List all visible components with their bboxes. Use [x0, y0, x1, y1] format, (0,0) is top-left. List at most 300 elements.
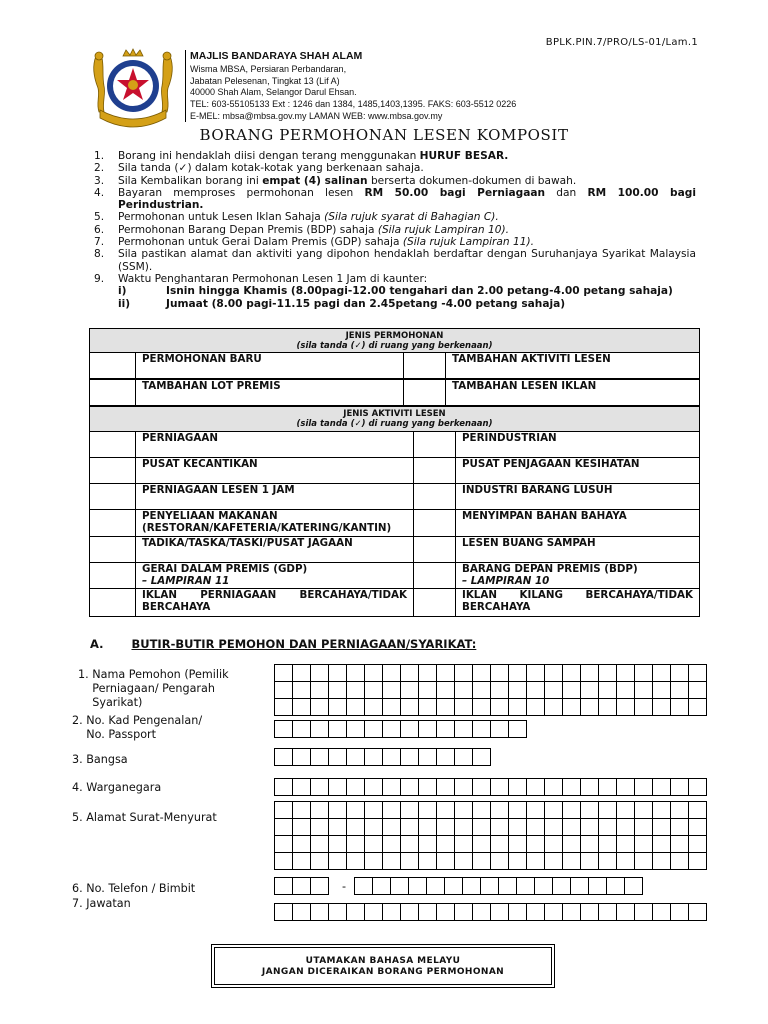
char-box[interactable] [516, 877, 535, 895]
ic-input[interactable] [275, 720, 527, 738]
activity-checkbox-left[interactable] [89, 588, 136, 617]
char-box[interactable] [346, 903, 365, 921]
char-box[interactable] [346, 801, 365, 819]
char-box[interactable] [652, 852, 671, 870]
char-box[interactable] [598, 778, 617, 796]
char-box[interactable] [418, 664, 437, 682]
char-box[interactable] [454, 681, 473, 699]
char-box[interactable] [444, 877, 463, 895]
activity-checkbox-left[interactable] [89, 509, 136, 537]
char-box[interactable] [436, 681, 455, 699]
char-box[interactable] [418, 903, 437, 921]
char-box[interactable] [436, 835, 455, 853]
char-box[interactable] [472, 748, 491, 766]
char-box[interactable] [598, 852, 617, 870]
activity-label [135, 562, 414, 589]
activity-label [135, 509, 414, 537]
char-box[interactable] [292, 681, 311, 699]
char-box[interactable] [580, 698, 599, 716]
char-box[interactable] [382, 835, 401, 853]
char-box[interactable] [292, 835, 311, 853]
char-box[interactable] [490, 778, 509, 796]
char-box[interactable] [418, 681, 437, 699]
char-box[interactable] [490, 818, 509, 836]
char-box[interactable] [544, 852, 563, 870]
char-box[interactable] [328, 835, 347, 853]
char-box[interactable] [274, 835, 293, 853]
char-box[interactable] [534, 877, 553, 895]
name-input-row-1[interactable] [275, 664, 707, 682]
char-box[interactable] [364, 778, 383, 796]
char-box[interactable] [426, 877, 445, 895]
char-box[interactable] [688, 681, 707, 699]
char-box[interactable] [400, 681, 419, 699]
char-box[interactable] [670, 698, 689, 716]
char-box[interactable] [598, 681, 617, 699]
char-box[interactable] [598, 903, 617, 921]
char-box[interactable] [598, 835, 617, 853]
char-box[interactable] [544, 903, 563, 921]
char-box[interactable] [670, 801, 689, 819]
char-box[interactable] [436, 664, 455, 682]
char-box[interactable] [292, 664, 311, 682]
char-box[interactable] [274, 748, 293, 766]
char-box[interactable] [688, 835, 707, 853]
char-box[interactable] [508, 903, 527, 921]
char-box[interactable] [508, 720, 527, 738]
char-box[interactable] [508, 778, 527, 796]
activity-label [135, 431, 414, 458]
char-box[interactable] [508, 698, 527, 716]
char-box[interactable] [688, 903, 707, 921]
char-box[interactable] [616, 818, 635, 836]
char-box[interactable] [310, 852, 329, 870]
char-box[interactable] [472, 852, 491, 870]
char-box[interactable] [580, 801, 599, 819]
char-box[interactable] [418, 698, 437, 716]
char-box[interactable] [472, 720, 491, 738]
activity-checkbox-right[interactable] [413, 483, 456, 510]
checkbox-0-left[interactable] [89, 352, 136, 379]
char-box[interactable] [436, 748, 455, 766]
char-box[interactable] [624, 877, 643, 895]
char-box[interactable] [688, 778, 707, 796]
char-box[interactable] [292, 818, 311, 836]
char-box[interactable] [418, 801, 437, 819]
char-box[interactable] [454, 778, 473, 796]
address-input-row-1[interactable] [275, 801, 707, 819]
char-box[interactable] [274, 903, 293, 921]
address-input-row-3[interactable] [275, 835, 707, 853]
char-box[interactable] [346, 778, 365, 796]
char-box[interactable] [454, 720, 473, 738]
phone-prefix-input[interactable] [275, 877, 329, 895]
activity-checkbox-left[interactable] [89, 457, 136, 484]
char-box[interactable] [580, 681, 599, 699]
char-box[interactable] [382, 852, 401, 870]
char-box[interactable] [508, 664, 527, 682]
char-box[interactable] [400, 748, 419, 766]
char-box[interactable] [544, 818, 563, 836]
char-box[interactable] [472, 681, 491, 699]
char-box[interactable] [310, 720, 329, 738]
char-box[interactable] [310, 877, 329, 895]
char-box[interactable] [418, 748, 437, 766]
checkbox-1-left[interactable] [89, 379, 136, 406]
char-box[interactable] [598, 698, 617, 716]
char-box[interactable] [562, 681, 581, 699]
char-box[interactable] [472, 903, 491, 921]
char-box[interactable] [562, 818, 581, 836]
char-box[interactable] [580, 852, 599, 870]
char-box[interactable] [670, 664, 689, 682]
activity-checkbox-right[interactable] [413, 536, 456, 563]
char-box[interactable] [526, 818, 545, 836]
char-box[interactable] [408, 877, 427, 895]
char-box[interactable] [616, 852, 635, 870]
char-box[interactable] [364, 681, 383, 699]
char-box[interactable] [616, 835, 635, 853]
char-box[interactable] [346, 852, 365, 870]
char-box[interactable] [490, 903, 509, 921]
notice-line-1: UTAMAKAN BAHASA MELAYU [305, 956, 461, 966]
char-box[interactable] [328, 903, 347, 921]
char-box[interactable] [454, 835, 473, 853]
char-box[interactable] [382, 720, 401, 738]
char-box[interactable] [382, 681, 401, 699]
char-box[interactable] [364, 818, 383, 836]
char-box[interactable] [310, 801, 329, 819]
char-box[interactable] [544, 698, 563, 716]
char-box[interactable] [382, 664, 401, 682]
char-box[interactable] [580, 778, 599, 796]
char-box[interactable] [274, 877, 293, 895]
char-box[interactable] [364, 748, 383, 766]
char-box[interactable] [364, 720, 383, 738]
char-box[interactable] [390, 877, 409, 895]
char-box[interactable] [454, 818, 473, 836]
char-box[interactable] [552, 877, 571, 895]
char-box[interactable] [418, 852, 437, 870]
char-box[interactable] [652, 801, 671, 819]
char-box[interactable] [490, 720, 509, 738]
char-box[interactable] [490, 681, 509, 699]
char-box[interactable] [616, 664, 635, 682]
char-box[interactable] [562, 852, 581, 870]
char-box[interactable] [364, 698, 383, 716]
char-box[interactable] [490, 801, 509, 819]
char-box[interactable] [400, 698, 419, 716]
char-box[interactable] [328, 801, 347, 819]
char-box[interactable] [580, 818, 599, 836]
char-box[interactable] [688, 664, 707, 682]
char-box[interactable] [526, 903, 545, 921]
char-box[interactable] [652, 664, 671, 682]
char-box[interactable] [346, 748, 365, 766]
char-box[interactable] [562, 664, 581, 682]
char-box[interactable] [310, 903, 329, 921]
activity-checkbox-right[interactable] [413, 562, 456, 589]
char-box[interactable] [598, 664, 617, 682]
char-box[interactable] [328, 818, 347, 836]
char-box[interactable] [292, 903, 311, 921]
checkbox-1-right[interactable] [403, 379, 446, 406]
char-box[interactable] [328, 852, 347, 870]
position-label: 7. Jawatan [72, 897, 131, 910]
char-box[interactable] [634, 835, 653, 853]
name-input-row-2[interactable] [275, 681, 707, 699]
char-box[interactable] [670, 818, 689, 836]
char-box[interactable] [364, 835, 383, 853]
char-box[interactable] [274, 698, 293, 716]
char-box[interactable] [670, 681, 689, 699]
char-box[interactable] [436, 852, 455, 870]
char-box[interactable] [328, 664, 347, 682]
activity-checkbox-right[interactable] [413, 457, 456, 484]
char-box[interactable] [652, 903, 671, 921]
char-box[interactable] [346, 835, 365, 853]
char-box[interactable] [310, 835, 329, 853]
char-box[interactable] [382, 801, 401, 819]
char-box[interactable] [634, 852, 653, 870]
checkbox-0-right[interactable] [403, 352, 446, 379]
char-box[interactable] [400, 835, 419, 853]
char-box[interactable] [562, 698, 581, 716]
char-box[interactable] [490, 852, 509, 870]
char-box[interactable] [292, 720, 311, 738]
char-box[interactable] [436, 778, 455, 796]
char-box[interactable] [688, 801, 707, 819]
char-box[interactable] [346, 681, 365, 699]
char-box[interactable] [328, 698, 347, 716]
char-box[interactable] [328, 720, 347, 738]
char-box[interactable] [652, 835, 671, 853]
char-box[interactable] [508, 818, 527, 836]
char-box[interactable] [382, 698, 401, 716]
char-box[interactable] [346, 698, 365, 716]
char-box[interactable] [544, 801, 563, 819]
char-box[interactable] [490, 835, 509, 853]
char-box[interactable] [400, 801, 419, 819]
char-box[interactable] [652, 681, 671, 699]
char-box[interactable] [328, 681, 347, 699]
char-box[interactable] [274, 778, 293, 796]
char-box[interactable] [570, 877, 589, 895]
char-box[interactable] [580, 835, 599, 853]
char-box[interactable] [616, 801, 635, 819]
char-box[interactable] [508, 681, 527, 699]
char-box[interactable] [544, 778, 563, 796]
char-box[interactable] [616, 903, 635, 921]
race-input[interactable] [275, 748, 491, 766]
char-box[interactable] [472, 664, 491, 682]
char-box[interactable] [490, 698, 509, 716]
address-input-row-4[interactable] [275, 852, 707, 870]
char-box[interactable] [382, 778, 401, 796]
char-box[interactable] [616, 698, 635, 716]
char-box[interactable] [562, 801, 581, 819]
application-type-header [89, 328, 700, 353]
char-box[interactable] [526, 664, 545, 682]
char-box[interactable] [472, 801, 491, 819]
name-input-row-3[interactable] [275, 698, 707, 716]
char-box[interactable] [328, 778, 347, 796]
char-box[interactable] [688, 818, 707, 836]
char-box[interactable] [634, 664, 653, 682]
phone-label: 6. No. Telefon / Bimbit [72, 882, 196, 895]
char-box[interactable] [462, 877, 481, 895]
char-box[interactable] [310, 748, 329, 766]
char-box[interactable] [292, 852, 311, 870]
char-box[interactable] [346, 818, 365, 836]
phone-number-input[interactable] [355, 877, 643, 895]
char-box[interactable] [526, 778, 545, 796]
char-box[interactable] [480, 877, 499, 895]
char-box[interactable] [274, 720, 293, 738]
citizenship-input[interactable] [275, 778, 707, 796]
char-box[interactable] [310, 698, 329, 716]
char-box[interactable] [472, 698, 491, 716]
char-box[interactable] [454, 664, 473, 682]
char-box[interactable] [274, 818, 293, 836]
char-box[interactable] [436, 818, 455, 836]
char-box[interactable] [634, 778, 653, 796]
char-box[interactable] [310, 778, 329, 796]
char-box[interactable] [418, 835, 437, 853]
address-input-row-2[interactable] [275, 818, 707, 836]
char-box[interactable] [580, 903, 599, 921]
char-box[interactable] [454, 801, 473, 819]
char-box[interactable] [526, 801, 545, 819]
char-box[interactable] [562, 778, 581, 796]
char-box[interactable] [400, 903, 419, 921]
char-box[interactable] [274, 664, 293, 682]
char-box[interactable] [544, 835, 563, 853]
char-box[interactable] [472, 818, 491, 836]
char-box[interactable] [436, 698, 455, 716]
char-box[interactable] [544, 681, 563, 699]
activity-label-line: (RESTORAN/KAFETERIA/KATERING/KANTIN) [142, 521, 392, 534]
char-box[interactable] [472, 835, 491, 853]
char-box[interactable] [274, 681, 293, 699]
char-box[interactable] [310, 818, 329, 836]
char-box[interactable] [472, 778, 491, 796]
activity-checkbox-right[interactable] [413, 431, 456, 458]
char-box[interactable] [490, 664, 509, 682]
char-box[interactable] [688, 698, 707, 716]
char-box[interactable] [634, 903, 653, 921]
char-box[interactable] [508, 801, 527, 819]
char-box[interactable] [274, 801, 293, 819]
char-box[interactable] [310, 664, 329, 682]
char-box[interactable] [354, 877, 373, 895]
char-box[interactable] [292, 801, 311, 819]
char-box[interactable] [382, 748, 401, 766]
char-box[interactable] [400, 720, 419, 738]
char-box[interactable] [526, 698, 545, 716]
char-box[interactable] [616, 681, 635, 699]
char-box[interactable] [670, 835, 689, 853]
char-box[interactable] [580, 664, 599, 682]
char-box[interactable] [310, 681, 329, 699]
char-box[interactable] [346, 664, 365, 682]
char-box[interactable] [292, 778, 311, 796]
position-input[interactable] [275, 903, 707, 921]
char-box[interactable] [670, 852, 689, 870]
char-box[interactable] [634, 698, 653, 716]
activity-checkbox-right[interactable] [413, 588, 456, 617]
char-box[interactable] [598, 801, 617, 819]
char-box[interactable] [670, 778, 689, 796]
char-box[interactable] [364, 801, 383, 819]
char-box[interactable] [606, 877, 625, 895]
char-box[interactable] [688, 852, 707, 870]
char-box[interactable] [400, 852, 419, 870]
char-box[interactable] [382, 903, 401, 921]
char-box[interactable] [418, 818, 437, 836]
char-box[interactable] [418, 778, 437, 796]
char-box[interactable] [364, 852, 383, 870]
char-box[interactable] [652, 818, 671, 836]
char-box[interactable] [562, 903, 581, 921]
char-box[interactable] [400, 778, 419, 796]
char-box[interactable] [454, 748, 473, 766]
char-box[interactable] [436, 801, 455, 819]
char-box[interactable] [598, 818, 617, 836]
char-box[interactable] [634, 801, 653, 819]
char-box[interactable] [652, 778, 671, 796]
char-box[interactable] [526, 852, 545, 870]
char-box[interactable] [634, 818, 653, 836]
char-box[interactable] [436, 903, 455, 921]
char-box[interactable] [292, 877, 311, 895]
char-box[interactable] [292, 748, 311, 766]
char-box[interactable] [670, 903, 689, 921]
char-box[interactable] [616, 778, 635, 796]
char-box[interactable] [382, 818, 401, 836]
char-box[interactable] [454, 903, 473, 921]
char-box[interactable] [508, 852, 527, 870]
char-box[interactable] [454, 852, 473, 870]
char-box[interactable] [328, 748, 347, 766]
char-box[interactable] [418, 720, 437, 738]
char-box[interactable] [274, 852, 293, 870]
activity-checkbox-right[interactable] [413, 509, 456, 537]
char-box[interactable] [372, 877, 391, 895]
char-box[interactable] [498, 877, 517, 895]
char-box[interactable] [364, 664, 383, 682]
activity-checkbox-left[interactable] [89, 431, 136, 458]
activity-checkbox-left[interactable] [89, 536, 136, 563]
char-box[interactable] [544, 664, 563, 682]
char-box[interactable] [400, 664, 419, 682]
activity-checkbox-left[interactable] [89, 562, 136, 589]
char-box[interactable] [436, 720, 455, 738]
char-box[interactable] [526, 681, 545, 699]
char-box[interactable] [526, 835, 545, 853]
char-box[interactable] [346, 720, 365, 738]
char-box[interactable] [652, 698, 671, 716]
char-box[interactable] [562, 835, 581, 853]
char-box[interactable] [454, 698, 473, 716]
char-box[interactable] [508, 835, 527, 853]
char-box[interactable] [292, 698, 311, 716]
char-box[interactable] [588, 877, 607, 895]
char-box[interactable] [364, 903, 383, 921]
activity-checkbox-left[interactable] [89, 483, 136, 510]
char-box[interactable] [400, 818, 419, 836]
char-box[interactable] [634, 681, 653, 699]
